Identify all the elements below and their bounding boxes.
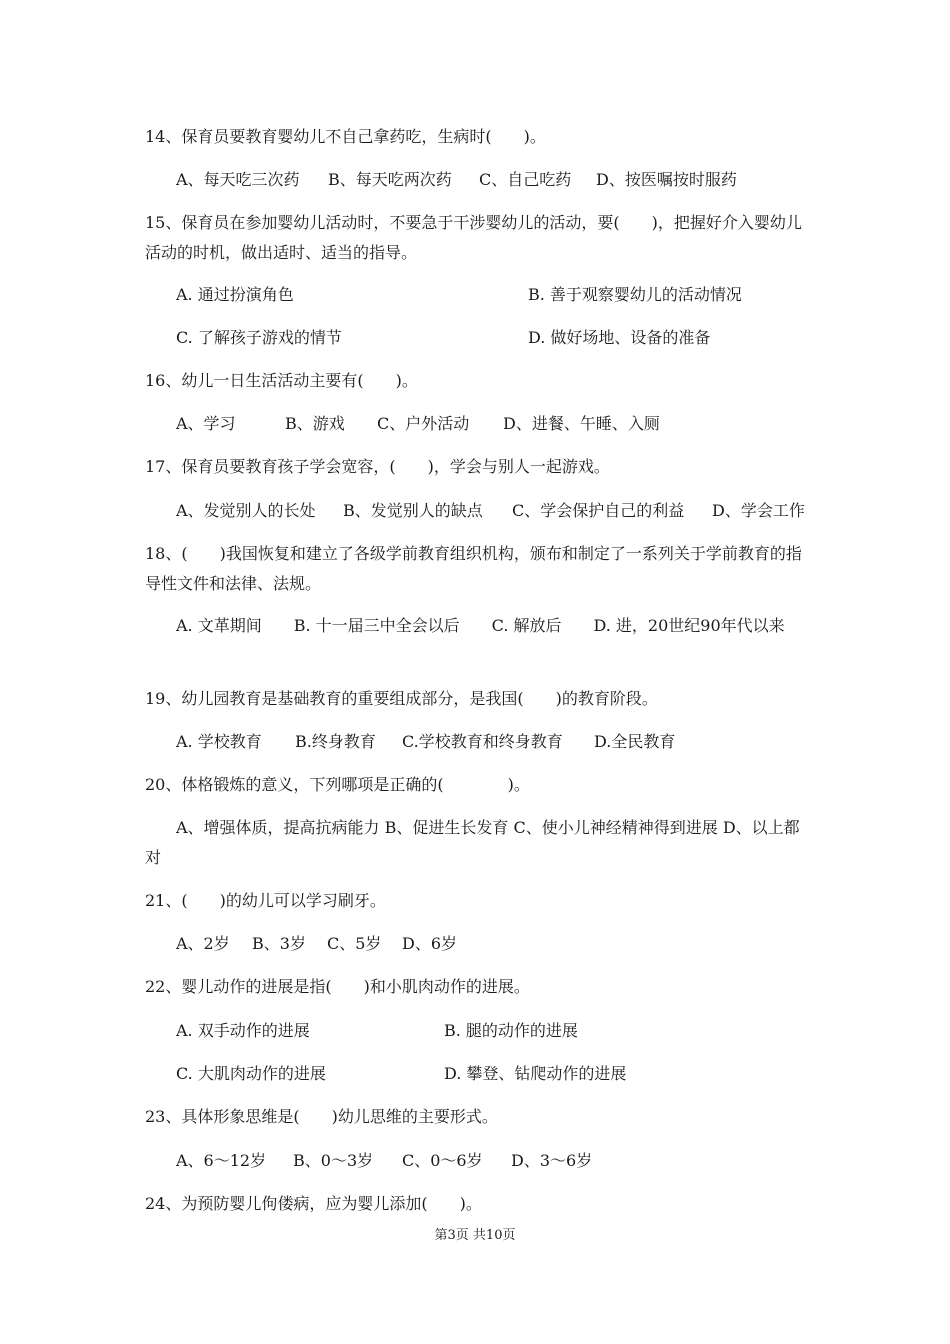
question-24-stem: 24、为预防婴儿佝偻病，应为婴儿添加( )。 [145,1194,482,1213]
question-14-stem: 14、保育员要教育婴幼儿不自己拿药吃，生病时( )。 [145,127,546,146]
question-14-option-c: C、自己吃药 [479,170,572,189]
question-15-option-a: A. 通过扮演角色 [176,285,294,304]
question-19-option-b: B.终身教育 [295,732,376,751]
question-18-options: A. 文革期间 B. 十一届三中全会以后 C. 解放后 D. 进，20世纪90年代以来 [176,616,785,635]
question-15-stem: 15、保育员在参加婴幼儿活动时，不要急于干涉婴幼儿的活动，要( )，把握好介入婴幼儿活动的时机，做出适时、适当的指导。 [145,213,802,262]
question-14-option-d: D、按医嘱按时服药 [596,170,737,189]
question-16-option-a: A、学习 [176,414,236,433]
question-15-option-d: D. 做好场地、设备的准备 [528,328,711,347]
question-19-stem: 19、幼儿园教育是基础教育的重要组成部分，是我国( )的教育阶段。 [145,689,658,708]
page-number-footer: 第3页 共10页 [434,1228,516,1243]
question-23-option-b: B、0～3岁 [293,1151,374,1170]
question-16-option-c: C、户外活动 [377,414,470,433]
question-21-option-a: A、2岁 [176,934,230,953]
question-22-option-c: C. 大肌肉动作的进展 [176,1064,326,1083]
question-17-stem: 17、保育员要教育孩子学会宽容，( )，学会与别人一起游戏。 [145,457,610,476]
question-15-option-b: B. 善于观察婴幼儿的活动情况 [528,285,742,304]
question-17-option-a: A、发觉别人的长处 [176,501,316,520]
question-15-option-c: C. 了解孩子游戏的情节 [176,328,342,347]
question-22-option-b: B. 腿的动作的进展 [444,1021,578,1040]
question-17-option-b: B、发觉别人的缺点 [343,501,483,520]
question-23-stem: 23、具体形象思维是( )幼儿思维的主要形式。 [145,1107,498,1126]
question-21-option-d: D、6岁 [402,934,458,953]
question-19-option-a: A. 学校教育 [176,732,262,751]
question-23-option-d: D、3～6岁 [511,1151,593,1170]
question-20-stem: 20、体格锻炼的意义，下列哪项是正确的( )。 [145,775,530,794]
question-23-option-a: A、6～12岁 [176,1151,267,1170]
question-17-option-c: C、学会保护自己的利益 [512,501,685,520]
question-16-option-b: B、游戏 [285,414,345,433]
question-22-option-a: A. 双手动作的进展 [176,1021,310,1040]
question-21-option-c: C、5岁 [327,934,382,953]
question-18-stem: 18、( )我国恢复和建立了各级学前教育组织机构，颁布和制定了一系列关于学前教育的指导性文件和法律、法规。 [145,544,802,593]
question-16-option-d: D、进餐、午睡、入厕 [503,414,660,433]
question-22-stem: 22、婴儿动作的进展是指( )和小肌肉动作的进展。 [145,977,530,996]
question-21-option-b: B、3岁 [252,934,306,953]
question-21-stem: 21、( )的幼儿可以学习刷牙。 [145,891,386,910]
question-23-option-c: C、0～6岁 [402,1151,483,1170]
question-17-option-d: D、学会工作 [712,501,805,520]
question-22-option-d: D. 攀登、钻爬动作的进展 [444,1064,627,1083]
question-14-option-a: A、每天吃三次药 [176,170,300,189]
question-19-option-c: C.学校教育和终身教育 [402,732,563,751]
question-14-option-b: B、每天吃两次药 [328,170,452,189]
question-19-option-d: D.全民教育 [594,732,676,751]
question-16-stem: 16、幼儿一日生活活动主要有( )。 [145,371,418,390]
question-20-options: A、增强体质，提高抗病能力 B、促进生长发育 C、使小儿神经精神得到进展 D、以上都对 [145,818,800,867]
